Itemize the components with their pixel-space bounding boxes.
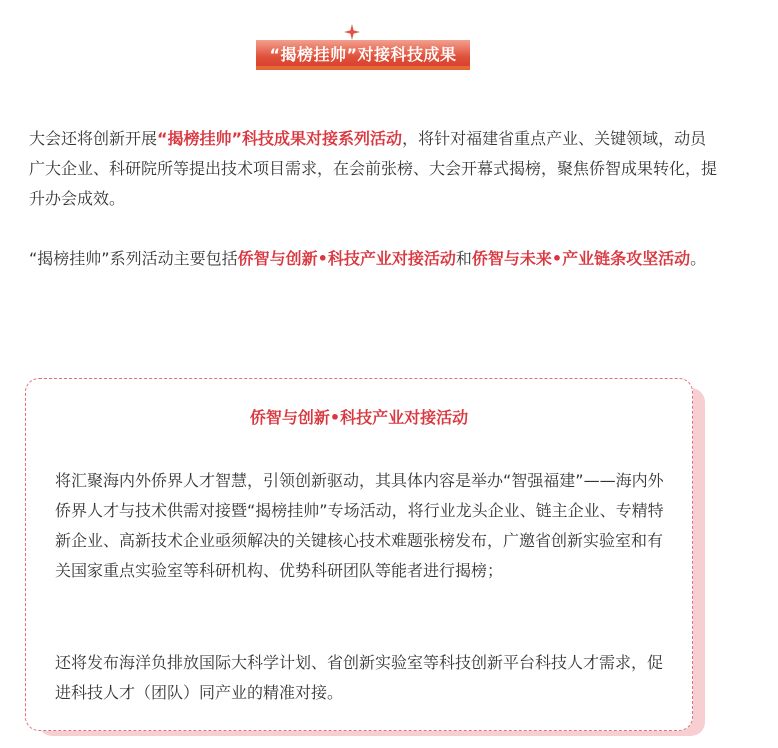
activity-highlight-1: 侨智与创新•科技产业对接活动 — [237, 249, 456, 268]
intro-text: 大会还将创新开展 — [29, 129, 158, 148]
intro-highlight: “揭榜挂帅”科技成果对接系列活动 — [157, 129, 403, 148]
activities-conjunction: 和 — [455, 249, 472, 268]
section-header — [0, 22, 778, 72]
intro-text-rest: ，将针对福建省重点产业、关键领域，动员广大企业、科研院所等提出技术项目需求，在会前张榜、大会开幕式揭榜，聚焦侨智成果转化，提升办会成效。 — [29, 129, 718, 208]
card-paragraph-2: 还将发布海洋负排放国际大科学计划、省创新实验室等科技创新平台科技人才需求，促进科技人才（团队）同产业的精准对接。 — [55, 653, 664, 702]
intro-paragraph — [29, 124, 719, 214]
section-title: “揭榜挂帅”对接科技成果 — [269, 45, 457, 64]
card-title: 侨智与创新•科技产业对接活动 — [249, 408, 469, 427]
activities-paragraph — [29, 244, 719, 274]
sparkle-icon — [344, 24, 360, 40]
activity-highlight-2: 侨智与未来•产业链条攻坚活动 — [471, 249, 691, 268]
card-paragraph-1: 将汇聚海内外侨界人才智慧，引领创新驱动，其具体内容是举办“智强福建”——海内外侨界人才与技术供需对接暨“揭榜挂帅”专场活动，将行业龙头企业、链主企业、专精特新企业、高新技术企业亟须解决的关键核心技术难题张榜发布，广邀省创新实验室和有关国家重点实验室等科研机构、优势科研团队等能者进行揭榜； — [55, 471, 664, 580]
activities-text: “揭榜挂帅”系列活动主要包括 — [29, 249, 238, 268]
activities-end: 。 — [690, 249, 707, 268]
